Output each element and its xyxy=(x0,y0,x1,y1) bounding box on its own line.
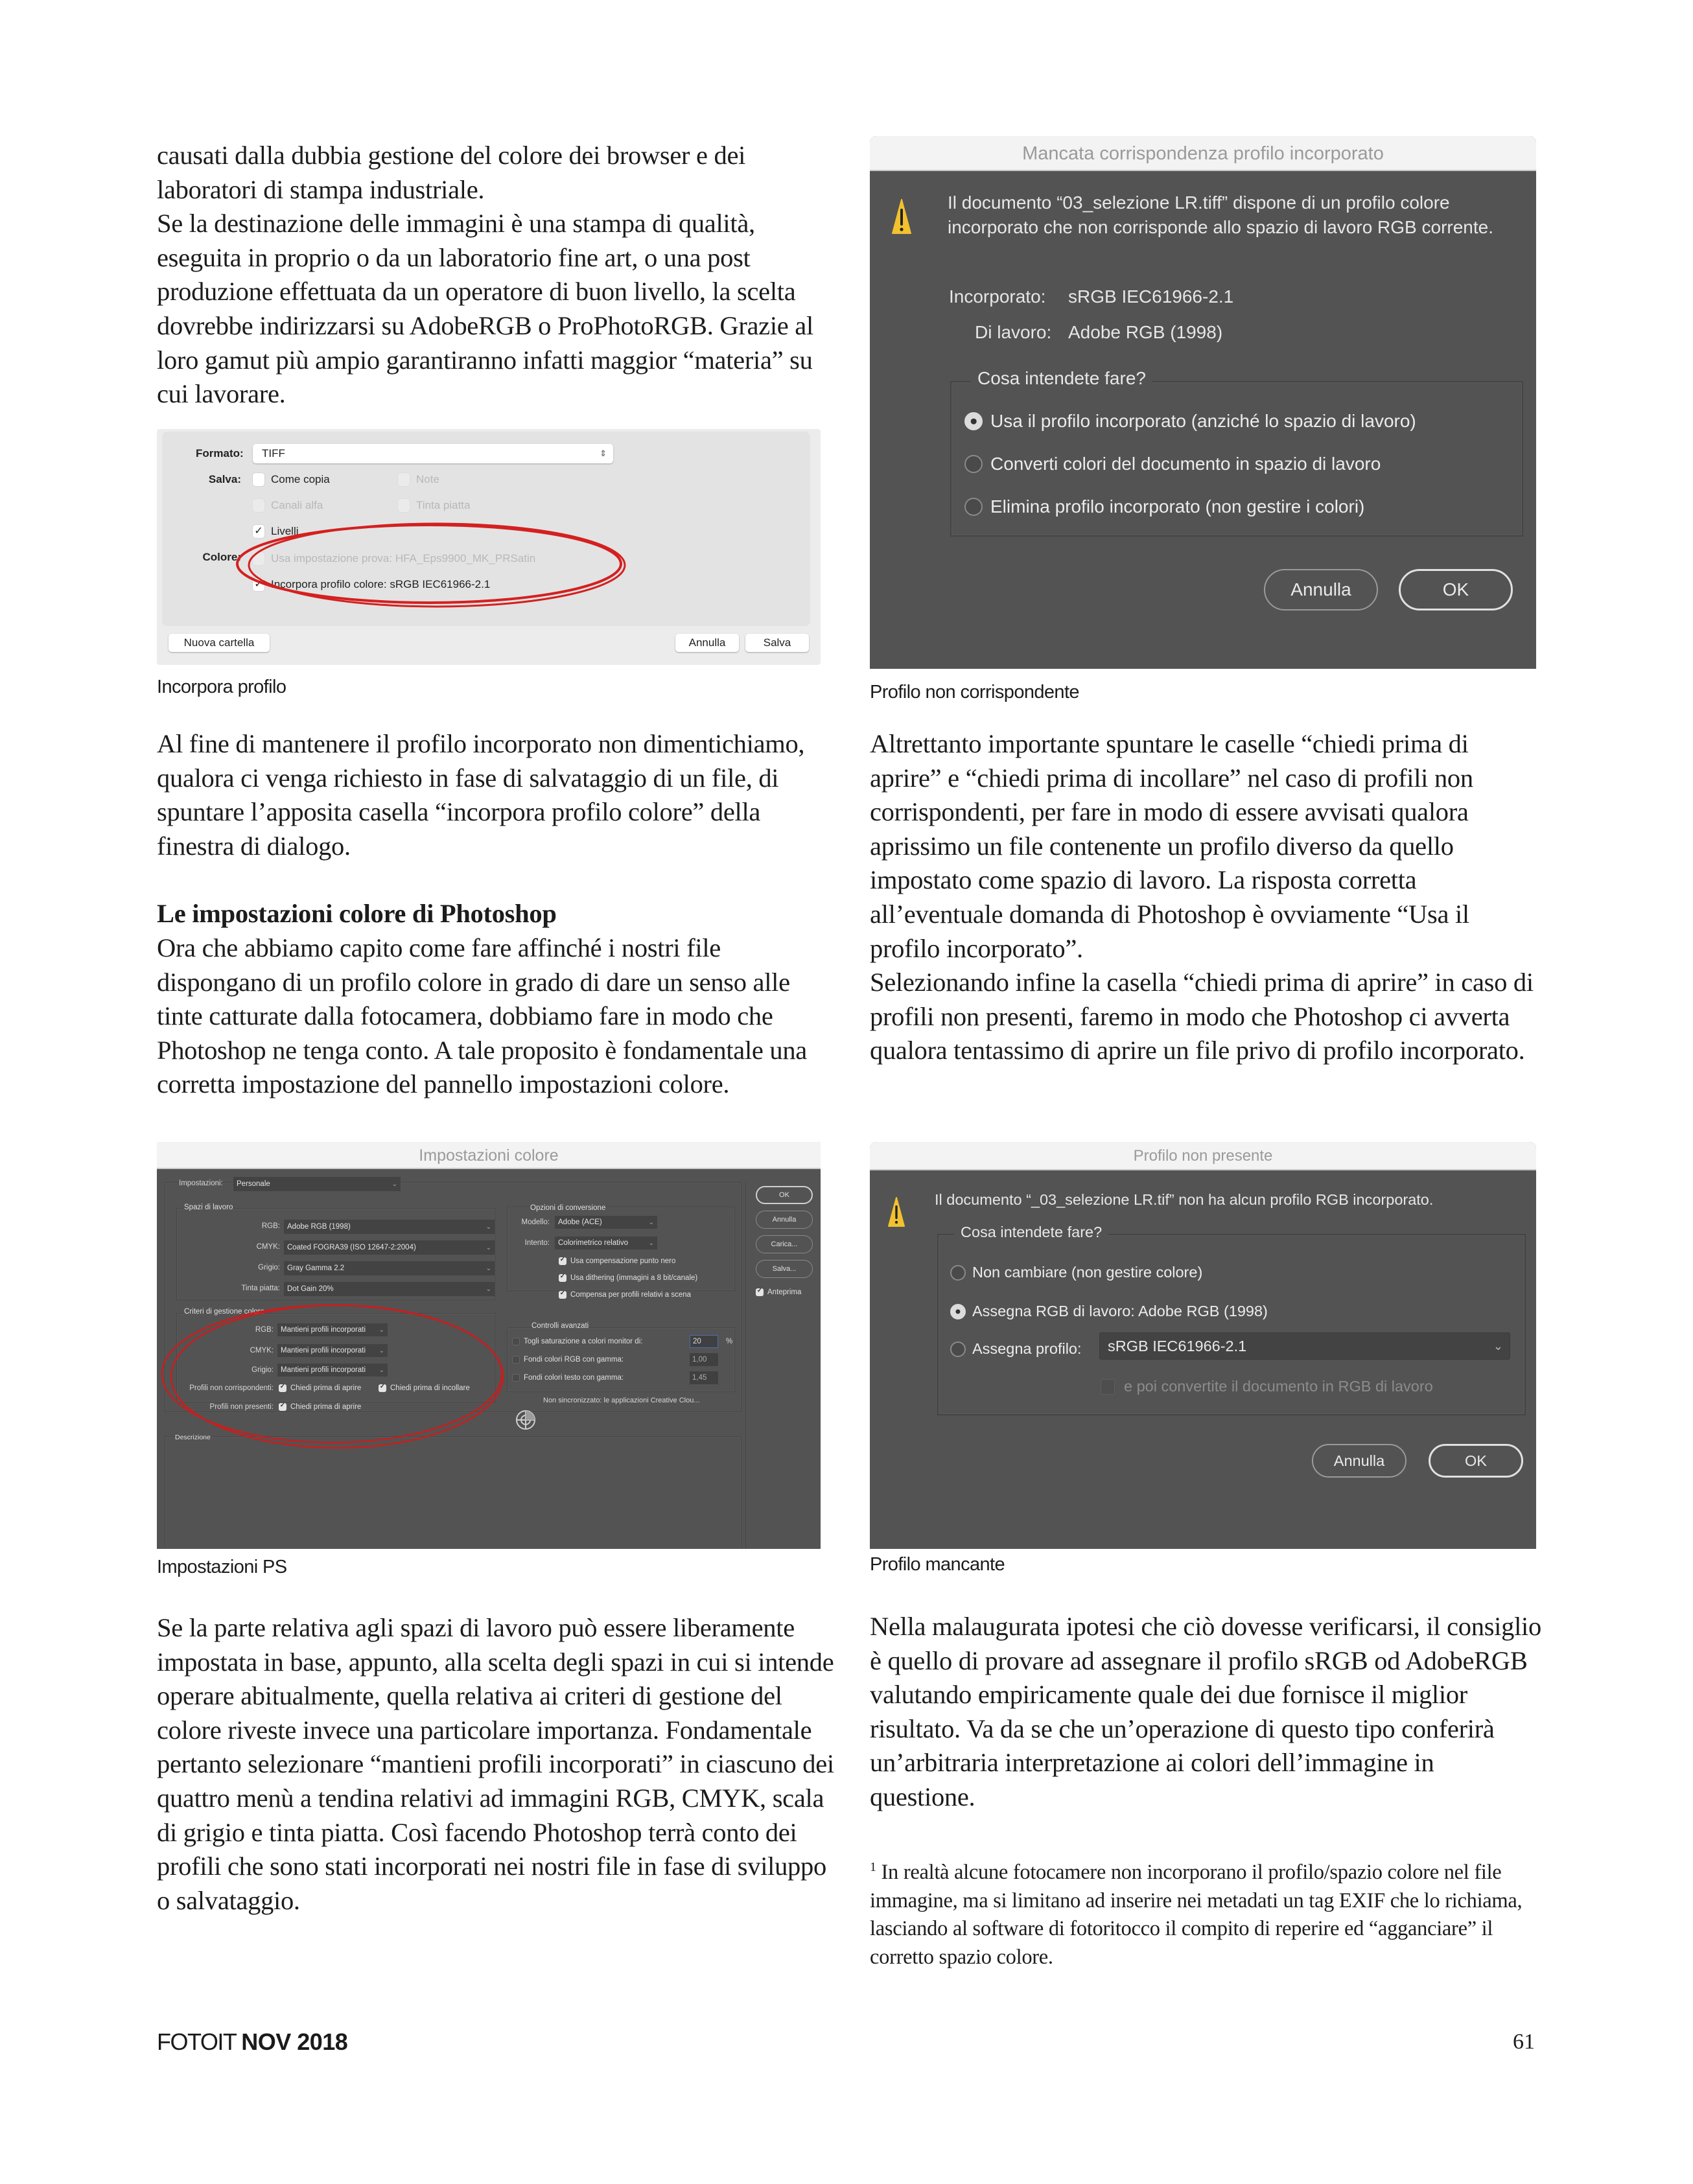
save-settings-button[interactable]: Salva... xyxy=(756,1260,813,1278)
checkbox-checked-icon xyxy=(279,1384,286,1392)
figure-caption-impostazioni: Impostazioni PS xyxy=(157,1557,287,1577)
intent-label: Intento: xyxy=(524,1239,550,1247)
working-spaces-title: Spazi di lavoro xyxy=(184,1203,233,1211)
checkbox-proof-setup[interactable] xyxy=(253,552,535,565)
select-value: sRGB IEC61966-2.1 xyxy=(1108,1337,1247,1354)
cancel-button[interactable]: Annulla xyxy=(1264,569,1378,610)
blend-rgb-checkbox[interactable] xyxy=(512,1356,624,1364)
checkbox-checked-icon xyxy=(559,1291,566,1299)
left-closing-text xyxy=(157,1611,837,1918)
conversion-title: Opzioni di conversione xyxy=(530,1204,606,1212)
policy-gray-select[interactable] xyxy=(277,1364,388,1377)
radio-assign-profile[interactable] xyxy=(950,1340,1082,1358)
color-settings-titlebar xyxy=(157,1142,821,1169)
desaturate-checkbox[interactable] xyxy=(512,1338,642,1345)
select-value: Mantieni profili incorporati xyxy=(281,1366,366,1374)
description-title: Descrizione xyxy=(175,1434,211,1441)
policy-cmyk-label: CMYK: xyxy=(250,1347,274,1354)
checkbox-box xyxy=(398,473,410,486)
preview-checkbox[interactable] xyxy=(756,1288,801,1296)
dialog-title: Mancata corrispondenza profilo incorporato xyxy=(1022,143,1384,164)
embedded-value: sRGB IEC61966-2.1 xyxy=(1068,286,1234,307)
radio-unselected-icon xyxy=(964,455,983,473)
right-closing-text xyxy=(870,1610,1544,1815)
working-label: Di lavoro: xyxy=(975,322,1052,342)
convert-checkbox[interactable] xyxy=(1101,1378,1433,1395)
load-button[interactable]: Carica... xyxy=(756,1235,813,1253)
spacer xyxy=(157,863,837,897)
intro-paragraph-2: Se la destinazione delle immagini è una stampa di qualità, eseguita in proprio o da un laboratorio fine art, o una post produzione effettuata da un operatore di buon livello, la scelta dovrebbe indirizzarsi su AdobeRGB o ProPhotoRGB. Grazie al loro gamut più ampio garantiranno infatti maggior “materia” su cui lavorare. xyxy=(157,209,813,409)
checkbox-checked-icon xyxy=(559,1274,566,1282)
checkbox-label: Chiedi prima di incollare xyxy=(390,1384,470,1392)
issue-date: NOV 2018 xyxy=(241,2028,348,2055)
radio-label: Converti colori del documento in spazio di lavoro xyxy=(990,454,1381,474)
assign-profile-select[interactable] xyxy=(1099,1332,1510,1360)
policy-cmyk-select[interactable] xyxy=(277,1344,388,1357)
ok-button[interactable]: OK xyxy=(756,1186,813,1204)
checkbox-unchecked-icon xyxy=(512,1338,520,1345)
closing-paragraph-right: Nella malaugurata ipotesi che ciò dovesse verificarsi, il consiglio è quello di provare ad assegnare il profilo sRGB od AdobeRGB valutando empiricamente quale dei due fornisce il miglior risultato. Va da se che un’operazione di questo tipo conferirà un’arbitraria interpretazione ai colori dell’immagine in questione. xyxy=(870,1612,1541,1811)
sync-status: Non sincronizzato: le applicazioni Creative Clou... xyxy=(543,1397,700,1404)
checkbox-label: Usa compensazione punto nero xyxy=(570,1257,676,1265)
radio-unselected-icon xyxy=(950,1342,966,1357)
section-paragraph: Ora che abbiamo capito come fare affinché i nostri file dispongano di un profilo colore in grado di dare un senso alle tinte catturate dalla fotocamera, dobbiamo fare in modo che Photoshop ne tenga conto. A tale proposito è fondamentale una corretta impostazione del pannello impostazioni colore. xyxy=(157,933,807,1099)
action-group-title: Cosa intendete fare? xyxy=(971,368,1152,389)
intro-paragraph-1: causati dalla dubbia gestione del colore dei browser e dei laboratori di stampa industriale. xyxy=(157,141,746,204)
missing-ask-open-checkbox[interactable] xyxy=(279,1403,361,1411)
radio-label: Assegna RGB di lavoro: Adobe RGB (1998) xyxy=(972,1303,1268,1319)
checkbox-label: Anteprima xyxy=(767,1288,802,1296)
ws-gray-label: Grigio: xyxy=(258,1264,280,1272)
color-sync-icon xyxy=(515,1409,537,1431)
select-value: Dot Gain 20% xyxy=(287,1285,334,1293)
footer-magazine xyxy=(157,2028,347,2056)
chevron-down-icon: ⌄ xyxy=(485,1285,491,1293)
checkbox-disabled-icon xyxy=(1101,1379,1115,1395)
select-value: Mantieni profili incorporati xyxy=(281,1326,366,1334)
policy-rgb-select[interactable] xyxy=(277,1323,388,1336)
intent-select[interactable] xyxy=(555,1237,657,1249)
percent-unit: % xyxy=(726,1338,733,1345)
save-button[interactable]: Salva xyxy=(745,634,809,652)
missing-message: Il documento “_03_selezione LR.tif” non ha alcun profilo RGB incorporato. xyxy=(935,1191,1434,1208)
checkbox-label: Canali alfa xyxy=(271,499,323,511)
checkbox-label: Fondi colori RGB con gamma: xyxy=(524,1356,624,1364)
footnote xyxy=(870,1853,1544,1971)
right-paragraph-1: Altrettanto importante spuntare le caselle “chiedi prima di aprire” e “chiedi prima di incollare” nel caso di profili non corrispondenti, per fare in modo di essere avvisati qualora aprissimo un file contenente un profilo diverso da quello impostato come spazio di lavoro. La risposta corretta all’eventuale domanda di Photoshop è ovviamente “Usa il profilo incorporato”. xyxy=(870,729,1473,963)
select-value: Coated FOGRA39 (ISO 12647-2:2004) xyxy=(287,1244,416,1251)
settings-label: Impostazioni: xyxy=(179,1179,223,1187)
dither-checkbox[interactable] xyxy=(559,1274,697,1282)
checkbox-label: Usa dithering (immagini a 8 bit/canale) xyxy=(570,1274,698,1282)
mismatch-titlebar xyxy=(870,136,1536,171)
checkbox-label: Livelli xyxy=(271,525,299,537)
save-label: Salva: xyxy=(208,473,241,485)
radio-label: Assegna profilo: xyxy=(972,1340,1082,1357)
missing-titlebar xyxy=(870,1142,1536,1170)
chevron-down-icon: ⌄ xyxy=(379,1366,384,1374)
mismatch-message: Il documento “03_selezione LR.tiff” dispone di un profilo colore incorporato che non corrisponde allo spazio di lavoro RGB corrente. xyxy=(948,192,1494,237)
checkbox-checked-icon xyxy=(279,1403,286,1411)
ws-rgb-select[interactable] xyxy=(284,1220,495,1234)
divider xyxy=(745,1182,746,1549)
format-select[interactable] xyxy=(253,444,613,463)
radio-assign-working[interactable] xyxy=(950,1303,1268,1320)
advanced-title: Controlli avanzati xyxy=(531,1322,589,1330)
checkbox-note[interactable] xyxy=(398,473,439,486)
chevron-down-icon: ⌄ xyxy=(648,1218,654,1226)
checkmark-icon: ✓ xyxy=(253,525,264,538)
checkbox-label: Compensa per profili relativi a scena xyxy=(570,1291,692,1299)
action-group-title: Cosa intendete fare? xyxy=(954,1224,1108,1241)
checkbox-checked-icon xyxy=(756,1288,764,1296)
select-value: Adobe RGB (1998) xyxy=(287,1223,351,1231)
checkbox-livelli[interactable] xyxy=(253,525,299,538)
select-value: Gray Gamma 2.2 xyxy=(287,1264,345,1272)
chevron-down-icon: ⌄ xyxy=(648,1239,654,1247)
checkbox-unchecked-icon xyxy=(512,1374,520,1382)
radio-discard[interactable] xyxy=(964,496,1364,517)
radio-dont-change[interactable] xyxy=(950,1264,1202,1281)
chevron-down-icon: ⌄ xyxy=(485,1244,491,1251)
checkbox-label: Fondi colori testo con gamma: xyxy=(524,1374,624,1382)
chevron-down-icon: ⌄ xyxy=(1493,1339,1503,1353)
checkbox-come-copia[interactable] xyxy=(253,473,330,486)
cancel-button[interactable]: Annulla xyxy=(756,1211,813,1229)
radio-selected-icon xyxy=(950,1304,966,1319)
color-settings-screenshot xyxy=(157,1142,821,1549)
checkbox-label: Togli saturazione a colori monitor di: xyxy=(524,1338,643,1345)
settings-select[interactable] xyxy=(233,1177,401,1191)
ws-gray-select[interactable] xyxy=(284,1261,495,1275)
checkbox-label: Incorpora profilo colore: sRGB IEC61966-2.1 xyxy=(271,578,491,590)
radio-convert[interactable] xyxy=(964,454,1381,474)
select-value: Adobe (ACE) xyxy=(558,1218,602,1226)
left-intro-text xyxy=(157,139,837,412)
checkmark-icon: ✓ xyxy=(253,578,264,591)
new-folder-button[interactable]: Nuova cartella xyxy=(169,634,270,652)
section-heading: Le impostazioni colore di Photoshop xyxy=(157,899,557,929)
mismatch-ask-open-checkbox[interactable] xyxy=(279,1384,361,1392)
chevron-down-icon: ⌄ xyxy=(379,1326,384,1334)
right-main-text xyxy=(870,727,1544,1068)
figure-caption-incorpora: Incorpora profilo xyxy=(157,677,286,697)
chevron-updown-icon: ⇕ xyxy=(600,448,607,458)
figure-caption-mancante: Profilo mancante xyxy=(870,1554,1005,1575)
footnote-marker: 1 xyxy=(870,1860,876,1874)
select-value: Personale xyxy=(237,1180,270,1188)
embedded-label: Incorporato: xyxy=(949,286,1046,307)
checkbox-box xyxy=(253,473,264,486)
format-value: TIFF xyxy=(262,447,285,459)
magazine-name: FOTOIT xyxy=(157,2028,236,2055)
save-dialog-screenshot xyxy=(157,429,821,665)
ws-cmyk-select[interactable] xyxy=(284,1240,495,1255)
checkbox-box xyxy=(253,499,264,512)
policy-gray-label: Grigio: xyxy=(251,1366,274,1374)
chevron-down-icon: ⌄ xyxy=(379,1347,384,1354)
checkbox-box xyxy=(253,552,264,565)
checkbox-label: Usa impostazione prova: HFA_Eps9900_MK_PRSatin xyxy=(271,552,536,564)
ws-cmyk-label: CMYK: xyxy=(256,1243,280,1251)
ok-button[interactable]: OK xyxy=(1399,569,1513,610)
footnote-text: In realtà alcune fotocamere non incorporano il profilo/spazio colore nel file immagine, ma si limitano ad inserire nei metadati un tag EXIF che lo richiama, lasciando al software di fotoritocco il compito di reperire ed “agganciare” il corretto spazio colore. xyxy=(870,1861,1523,1969)
dialog-title: Profilo non presente xyxy=(1133,1147,1273,1165)
ws-spot-select[interactable] xyxy=(284,1282,495,1296)
warning-icon xyxy=(892,198,911,236)
checkbox-checked-icon xyxy=(379,1384,386,1392)
mismatch-label: Profili non corrispondenti: xyxy=(189,1384,274,1392)
ws-spot-label: Tinta piatta: xyxy=(241,1284,280,1292)
checkbox-tinta-piatta[interactable] xyxy=(398,499,470,512)
checkbox-canali-alfa[interactable] xyxy=(253,499,323,512)
checkbox-label: Tinta piatta xyxy=(416,499,471,511)
black-point-checkbox[interactable] xyxy=(559,1257,675,1265)
chevron-down-icon: ⌄ xyxy=(485,1223,491,1231)
closing-paragraph-left: Se la parte relativa agli spazi di lavoro può essere liberamente impostata in base, appunto, alla scelta degli spazi in cui si intende operare abitualmente, quella relativa ai criteri di gestione del colore riveste invece una particolare importanza. Fondamentale pertanto selezionare “mantieni profili incorporati” in ciascuno dei quattro menù a tendina relativi ad immagini RGB, CMYK, scala di grigio e tinta piatta. Così facendo Photoshop terrà conto dei profili che sono stati incorporati nei nostri file in fase di sviluppo o salvataggio. xyxy=(157,1613,834,1915)
checkbox-label: Note xyxy=(416,473,439,485)
radio-use-embedded[interactable] xyxy=(964,411,1416,432)
scene-compensation-checkbox[interactable] xyxy=(559,1291,691,1299)
radio-label: Usa il profilo incorporato (anziché lo spazio di lavoro) xyxy=(990,411,1416,431)
chevron-down-icon: ⌄ xyxy=(391,1180,397,1188)
chevron-down-icon: ⌄ xyxy=(485,1264,491,1272)
format-label: Formato: xyxy=(196,447,244,459)
radio-unselected-icon xyxy=(964,498,983,516)
missing-label: Profili non presenti: xyxy=(209,1403,274,1411)
ok-button[interactable]: OK xyxy=(1429,1444,1523,1478)
mismatch-dialog-screenshot xyxy=(870,136,1536,669)
warning-icon xyxy=(888,1196,905,1229)
checkbox-label: Chiedi prima di aprire xyxy=(290,1384,362,1392)
right-paragraph-2: Selezionando infine la casella “chiedi prima di aprire” in caso di profili non presenti, faremo in modo che Photoshop ci avverta qualora tentassimo di aprire un file privo di profilo incorporato. xyxy=(870,968,1534,1065)
missing-profile-dialog-screenshot xyxy=(870,1142,1536,1549)
policies-title: Criteri di gestione colore xyxy=(184,1308,265,1316)
checkbox-checked-icon xyxy=(559,1257,566,1265)
engine-label: Modello: xyxy=(521,1218,550,1226)
checkbox-embed-profile[interactable] xyxy=(253,578,490,591)
engine-select[interactable] xyxy=(555,1216,657,1229)
radio-label: Elimina profilo incorporato (non gestire i colori) xyxy=(990,496,1365,517)
figure-caption-non-corrispondente: Profilo non corrispondente xyxy=(870,682,1079,703)
page-number: 61 xyxy=(1513,2030,1535,2054)
embed-paragraph: Al fine di mantenere il profilo incorporato non dimentichiamo, qualora ci venga richiesto in fase di salvataggio di un file, di spuntare l’apposita casella “incorpora profilo colore” della finestra di dialogo. xyxy=(157,729,805,861)
left-embed-text xyxy=(157,727,837,1102)
policy-rgb-label: RGB: xyxy=(255,1326,274,1334)
ws-rgb-label: RGB: xyxy=(261,1222,280,1230)
checkbox-label: Chiedi prima di aprire xyxy=(290,1403,362,1411)
radio-label: Non cambiare (non gestire colore) xyxy=(972,1264,1203,1281)
blend-text-input[interactable]: 1,45 xyxy=(690,1371,718,1384)
select-value: Mantieni profili incorporati xyxy=(281,1347,366,1354)
select-value: Colorimetrico relativo xyxy=(558,1239,629,1247)
radio-selected-icon xyxy=(964,412,983,430)
checkbox-label: e poi convertite il documento in RGB di lavoro xyxy=(1124,1378,1433,1395)
blend-text-checkbox[interactable] xyxy=(512,1374,624,1382)
checkbox-unchecked-icon xyxy=(512,1356,520,1364)
cancel-button[interactable]: Annulla xyxy=(675,634,739,652)
dialog-title: Impostazioni colore xyxy=(419,1146,559,1165)
radio-unselected-icon xyxy=(950,1265,966,1281)
color-label: Colore: xyxy=(202,551,241,563)
checkbox-label: Come copia xyxy=(271,473,330,485)
desaturate-input[interactable]: 20 xyxy=(690,1335,718,1348)
blend-rgb-input[interactable]: 1,00 xyxy=(690,1353,718,1366)
checkbox-box xyxy=(398,499,410,512)
working-value: Adobe RGB (1998) xyxy=(1068,322,1223,342)
mismatch-ask-paste-checkbox[interactable] xyxy=(379,1384,470,1392)
description-group xyxy=(165,1436,741,1549)
cancel-button[interactable]: Annulla xyxy=(1312,1444,1407,1478)
